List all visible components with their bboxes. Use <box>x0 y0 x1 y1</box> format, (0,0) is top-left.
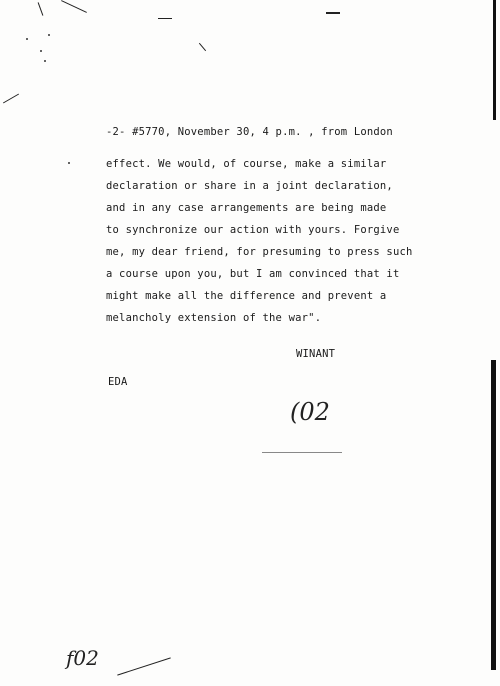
top-dash-mark <box>326 12 340 14</box>
speck <box>68 162 70 164</box>
body-line: melancholy extension of the war". <box>106 312 322 324</box>
signature: WINANT <box>296 348 336 360</box>
corner-scratch-mark <box>61 0 87 13</box>
body-line: effect. We would, of course, make a similar <box>106 158 387 170</box>
left-edge-stroke <box>3 94 19 104</box>
top-dash-mark <box>199 43 206 51</box>
handwritten-number: (02 <box>290 398 330 426</box>
speck <box>26 38 28 40</box>
body-line: to synchronize our action with yours. Forgive <box>106 224 400 236</box>
body-line: might make all the difference and prevent a <box>106 290 387 302</box>
speck <box>40 50 42 52</box>
corner-scratch-mark <box>38 2 44 15</box>
telegram-header-line: -2- #5770, November 30, 4 p.m. , from London <box>106 126 393 138</box>
right-border-bar <box>491 360 496 670</box>
right-border-bar <box>493 0 496 120</box>
top-dash-mark <box>158 18 172 19</box>
body-line: declaration or share in a joint declaration, <box>106 180 393 192</box>
speck <box>48 34 50 36</box>
body-line: me, my dear friend, for presuming to press such <box>106 246 413 258</box>
initials: EDA <box>108 376 128 388</box>
bottom-stroke <box>117 657 171 675</box>
body-line: a course upon you, but I am convinced that it <box>106 268 400 280</box>
body-line: and in any case arrangements are being made <box>106 202 387 214</box>
handwritten-bottom-mark: f02 <box>66 646 99 670</box>
speck <box>44 60 46 62</box>
faint-rule <box>262 452 342 453</box>
